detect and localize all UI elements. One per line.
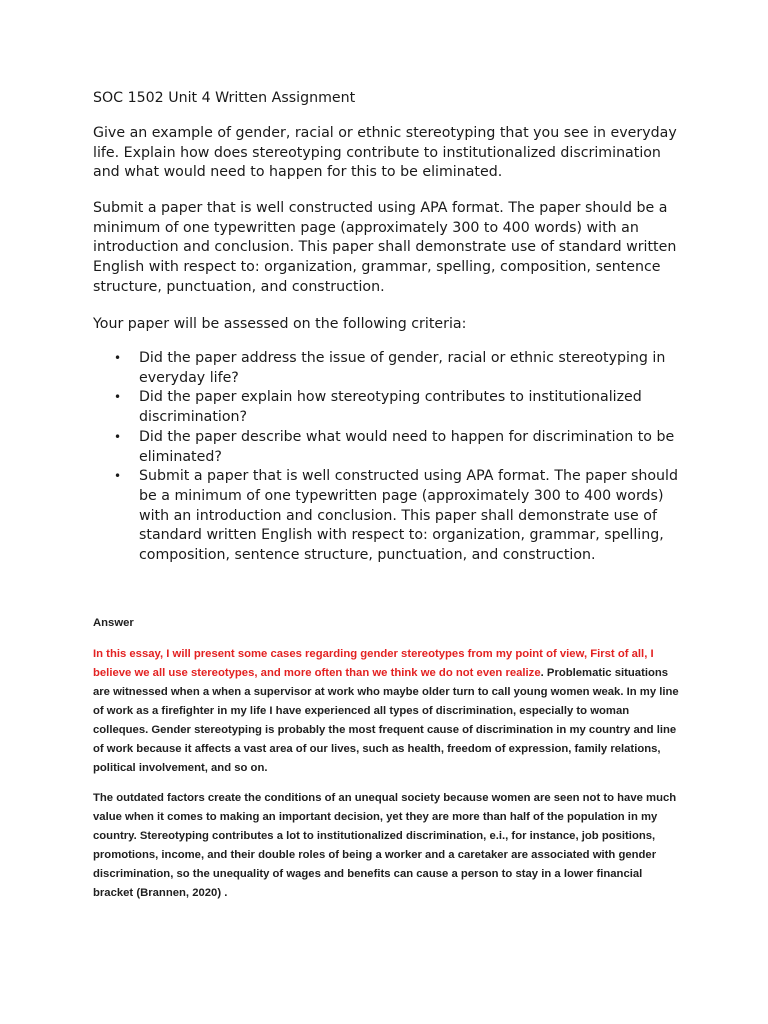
criteria-text: Submit a paper that is well constructed using APA format. The paper should be a minimum of one typewritten page (approximately 300 to 400 words) with an introduction and conclusion. This paper shall demonstrate use of standard written English with respect to: organization, grammar, spelling, composition, sentence structure, punctuation, and construction. bbox=[139, 468, 678, 564]
answer-paragraph-1 bbox=[93, 645, 683, 778]
answer-intro-period: . bbox=[540, 667, 544, 679]
criteria-item bbox=[93, 388, 693, 427]
criteria-item bbox=[93, 467, 693, 566]
criteria-intro: Your paper will be assessed on the following criteria: bbox=[93, 316, 467, 332]
bullet-icon: • bbox=[114, 429, 122, 444]
bullet-icon: • bbox=[114, 390, 122, 405]
criteria-item bbox=[93, 349, 693, 388]
bullet-icon: • bbox=[114, 469, 122, 484]
answer-heading: Answer bbox=[93, 617, 134, 629]
assignment-prompt: Give an example of gender, racial or ethnic stereotyping that you see in everyday life. Explain how does stereotyping contribute to institutionalized discrimination and what would need to happen for this to be eliminated. bbox=[93, 125, 677, 181]
criteria-text: Did the paper describe what would need to happen for discrimination to be eliminated? bbox=[139, 428, 675, 465]
answer-intro-highlight: In this essay, I will present some cases regarding gender stereotypes from my point of view, First of all, I believe we all use stereotypes, and more often than we think we do not even realize bbox=[93, 648, 654, 679]
criteria-text: Did the paper address the issue of gender, racial or ethnic stereotyping in everyday life? bbox=[139, 350, 666, 386]
bullet-icon: • bbox=[114, 351, 122, 365]
answer-paragraph-2: The outdated factors create the conditions of an unequal society because women are seen not to have much value when it comes to making an important decision, yet they are more than half of the population in my country. Stereotyping contributes a lot to institutionalized discrimination, e.i., for instance, job positions, promotions, income, and their double roles of being a worker and a caretaker are associated with gender discrimination, so the unequality of wages and benefits can cause a person to stay in a lower financial bracket (Brannen, 2020) . bbox=[93, 792, 677, 899]
criteria-list bbox=[93, 349, 693, 566]
assignment-title: SOC 1502 Unit 4 Written Assignment bbox=[93, 90, 356, 106]
answer-paragraph-1-body: Problematic situations are witnessed when a when a supervisor at work who maybe older turn to call young women weak. In my line of work as a firefighter in my life I have experienced all types of discrimination, especially to woman colleques. Gender stereotyping is probably the most frequent cause of discrimination in my country and line of work because it affects a vast area of our lives, such as health, freedom of expression, family relations, political involvement, and so on. bbox=[93, 667, 679, 774]
criteria-item bbox=[93, 428, 693, 467]
criteria-text: Did the paper explain how stereotyping contributes to institutionalized discrimination? bbox=[139, 389, 642, 426]
assignment-requirements: Submit a paper that is well constructed using APA format. The paper should be a minimum of one typewritten page (approximately 300 to 400 words) with an introduction and conclusion. This paper shall demonstrate use of standard written English with respect to: organization, grammar, spelling, composition, sentence structure, punctuation, and construction. bbox=[93, 200, 677, 295]
